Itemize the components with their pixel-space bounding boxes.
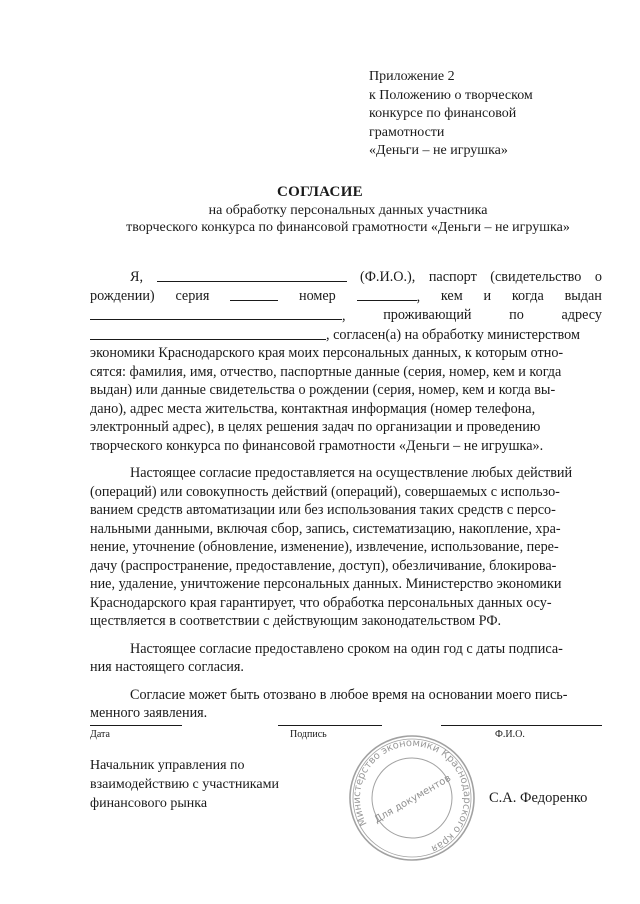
date-label: Дата <box>90 729 110 740</box>
form-line-1 <box>90 268 602 287</box>
appendix-line: Приложение 2 <box>369 69 455 84</box>
text-line: Краснодарского края гарантирует, что обработка персональных данных осу- <box>90 594 552 611</box>
signature-label: Подпись <box>290 729 327 740</box>
form-text: серия <box>175 287 210 304</box>
form-text: выдан <box>564 287 602 304</box>
series-field[interactable] <box>230 287 278 301</box>
chief-line: финансового рынка <box>90 796 208 811</box>
fio-label: Ф.И.О. <box>495 729 525 740</box>
signer-name: С.А. Федоренко <box>489 790 588 806</box>
form-text: адресу <box>561 307 602 323</box>
form-text: рождении) <box>90 287 155 304</box>
text-line: (операций) или совокупность действий (операций), совершаемых с использо- <box>90 483 560 500</box>
fio-line[interactable] <box>441 725 602 726</box>
appendix-line: грамотности <box>369 124 445 140</box>
form-text: (свидетельство <box>490 269 582 285</box>
chief-line: взаимодействию с участниками <box>90 777 279 792</box>
appendix-block <box>369 68 619 161</box>
text-line: Настоящее согласие предоставлено сроком на один год с даты подписа- <box>130 640 563 657</box>
form-line-3 <box>90 306 602 326</box>
form-text: , согласен(а) на обработку министерством <box>326 326 580 343</box>
text-line: дачу (распространение, предоставление, доступ), обезличивание, блокирова- <box>90 557 557 574</box>
appendix-line: конкурсе по финансовой <box>369 106 517 121</box>
appendix-line: «Деньги – не игрушка» <box>369 143 508 158</box>
document-body <box>90 268 602 723</box>
text-line: нальными данными, включая сбор, запись, систематизацию, накопление, хра- <box>90 520 561 537</box>
date-line[interactable] <box>90 725 182 726</box>
appendix-line: к Положению о творческом <box>369 87 533 103</box>
form-text: номер <box>298 287 336 304</box>
form-text: проживающий <box>383 307 472 323</box>
text-line: ния настоящего согласия. <box>90 659 244 675</box>
form-text: когда <box>511 287 544 304</box>
form-text: паспорт <box>428 269 477 285</box>
stamp-ring-text: Министерство экономики Краснодарского края <box>351 737 473 854</box>
text-line: ванием средств автоматизации или без использования таких средств с персо- <box>90 502 556 518</box>
signature-line[interactable] <box>278 725 382 726</box>
form-text: , <box>416 288 421 305</box>
text-line: нение, уточнение (обновление, изменение), извлечение, использование, пере- <box>90 539 559 555</box>
form-text: о <box>594 269 602 285</box>
chief-line: Начальник управления по <box>90 758 245 773</box>
official-stamp <box>342 733 482 863</box>
text-line: творческого конкурса по финансовой грамотности «Деньги – не игрушка». <box>90 437 544 454</box>
consent-form-paragraph <box>90 268 602 455</box>
revocation-paragraph <box>90 686 602 723</box>
subtitle-line: творческого конкурса по финансовой грамотности «Деньги – не игрушка» <box>126 220 570 235</box>
form-line-4 <box>90 326 602 345</box>
text-line: дано), адрес места жительства, контактная информация (номер телефона, <box>90 400 536 417</box>
text-line: Согласие может быть отозвано в любое время на основании моего пись- <box>130 686 568 703</box>
chief-position <box>90 756 330 813</box>
issued-by-field[interactable] <box>90 306 342 320</box>
form-text: и <box>483 287 492 304</box>
form-line-2 <box>90 287 602 307</box>
fio-field[interactable] <box>157 268 347 282</box>
text-line: менного заявления. <box>90 705 208 721</box>
text-line: ществляется в соответствии с действующим законодательством РФ. <box>90 613 502 629</box>
form-text: , <box>342 308 346 324</box>
stamp-center-text: Для документов <box>372 772 453 826</box>
form-text: кем <box>440 287 463 304</box>
text-line: электронный адрес), в целях решения задач по организации и проведению <box>90 419 541 435</box>
actions-paragraph <box>90 464 602 631</box>
number-field[interactable] <box>357 287 417 301</box>
term-paragraph <box>90 640 602 677</box>
document-subtitle <box>0 202 640 236</box>
document-title: СОГЛАСИЕ <box>277 184 363 200</box>
address-field[interactable] <box>90 326 326 340</box>
form-text: Я, <box>130 269 144 285</box>
text-line: Настоящее согласие предоставляется на осуществление любых действий <box>130 465 573 481</box>
text-line: ние, удаление, уничтожение персональных данных. Министерство экономики <box>90 576 562 592</box>
text-line: экономики Краснодарского края моих персональных данных, к которым отно- <box>90 345 564 361</box>
text-line: выдан) или данные свидетельства о рождении (серия, номер, кем и когда вы- <box>90 382 556 398</box>
form-text: по <box>509 307 524 323</box>
form-text: (Ф.И.О.), <box>359 269 416 285</box>
text-line: сятся: фамилия, имя, отчество, паспортные данные (серия, номер, кем и когда <box>90 363 562 380</box>
subtitle-line: на обработку персональных данных участника <box>208 203 488 218</box>
